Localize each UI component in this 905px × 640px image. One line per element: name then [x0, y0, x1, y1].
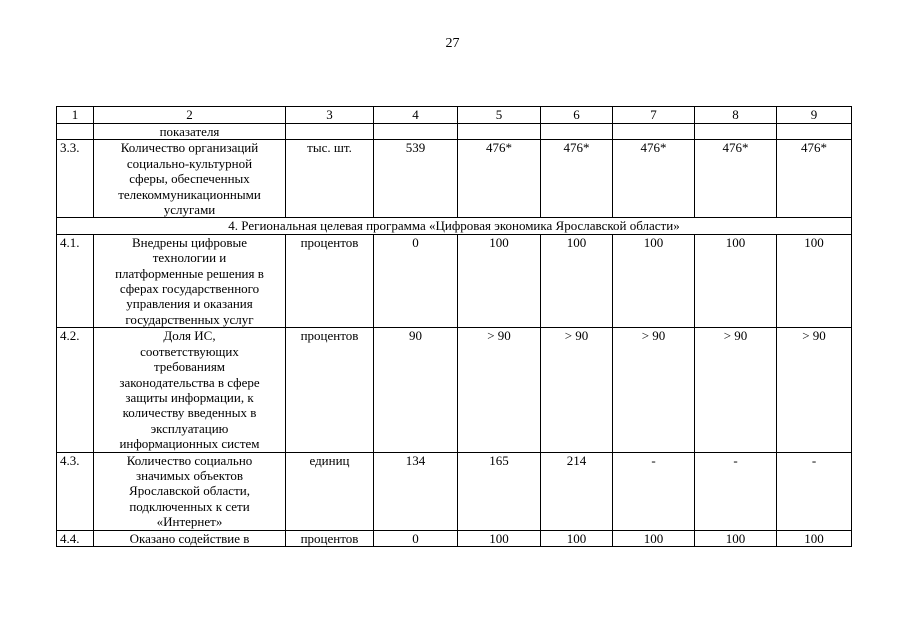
value-cell: 90: [374, 328, 458, 452]
column-number-cell: 5: [458, 107, 541, 124]
value-cell: 100: [777, 234, 852, 327]
row-number-cell: 4.4.: [57, 530, 94, 546]
table-row: [57, 234, 852, 327]
value-cell: 100: [613, 234, 695, 327]
value-cell: 476*: [458, 140, 541, 218]
value-cell: 476*: [777, 140, 852, 218]
value-cell: 100: [695, 234, 777, 327]
value-cell: 476*: [695, 140, 777, 218]
indicator-name-cell: показателя: [94, 124, 286, 140]
column-number-cell: 4: [374, 107, 458, 124]
unit-cell: [286, 124, 374, 140]
column-number-cell: 9: [777, 107, 852, 124]
indicator-table: [56, 106, 852, 547]
section-title: 4. Региональная целевая программа «Цифровая экономика Ярославской области»: [57, 218, 852, 234]
section-row: [57, 218, 852, 234]
row-number-cell: 3.3.: [57, 140, 94, 218]
table-row: [57, 124, 852, 140]
indicator-name-cell: Количество социально значимых объектов Ярославской области, подключенных к сети «Интернет»: [94, 452, 286, 530]
unit-cell: процентов: [286, 530, 374, 546]
value-cell: 539: [374, 140, 458, 218]
row-number-cell: 4.2.: [57, 328, 94, 452]
table-row: [57, 530, 852, 546]
value-cell: -: [695, 452, 777, 530]
value-cell: 134: [374, 452, 458, 530]
column-number-cell: 8: [695, 107, 777, 124]
table-body: [57, 107, 852, 547]
value-cell: 0: [374, 234, 458, 327]
column-number-cell: 7: [613, 107, 695, 124]
page-number: 27: [445, 36, 460, 51]
row-number-cell: 4.3.: [57, 452, 94, 530]
unit-cell: процентов: [286, 234, 374, 327]
value-cell: 100: [695, 530, 777, 546]
value-cell: 165: [458, 452, 541, 530]
value-cell: [777, 124, 852, 140]
value-cell: 100: [458, 234, 541, 327]
value-cell: 100: [541, 234, 613, 327]
table-header-row: [57, 107, 852, 124]
row-number-cell: [57, 124, 94, 140]
value-cell: 214: [541, 452, 613, 530]
value-cell: 100: [458, 530, 541, 546]
value-cell: [458, 124, 541, 140]
value-cell: 476*: [613, 140, 695, 218]
value-cell: 476*: [541, 140, 613, 218]
unit-cell: единиц: [286, 452, 374, 530]
value-cell: [613, 124, 695, 140]
value-cell: 100: [613, 530, 695, 546]
indicator-name-cell: Доля ИС, соответствующих требованиям законодательства в сфере защиты информации, к количеству введенных в эксплуатацию информационных систем: [94, 328, 286, 452]
value-cell: [541, 124, 613, 140]
column-number-cell: 1: [57, 107, 94, 124]
value-cell: -: [777, 452, 852, 530]
table-row: [57, 140, 852, 218]
indicator-name-cell: Внедрены цифровые технологии и платформенные решения в сферах государственного управления и оказания государственных услуг: [94, 234, 286, 327]
column-number-cell: 2: [94, 107, 286, 124]
column-number-cell: 6: [541, 107, 613, 124]
table-row: [57, 328, 852, 452]
value-cell: > 90: [777, 328, 852, 452]
value-cell: 100: [541, 530, 613, 546]
value-cell: 100: [777, 530, 852, 546]
column-number-cell: 3: [286, 107, 374, 124]
indicator-name-cell: Количество организаций социально-культурной сферы, обеспеченных телекоммуникационными услугами: [94, 140, 286, 218]
row-number-cell: 4.1.: [57, 234, 94, 327]
value-cell: -: [613, 452, 695, 530]
value-cell: > 90: [458, 328, 541, 452]
value-cell: 0: [374, 530, 458, 546]
unit-cell: тыс. шт.: [286, 140, 374, 218]
indicator-name-cell: Оказано содействие в: [94, 530, 286, 546]
table-row: [57, 452, 852, 530]
value-cell: > 90: [695, 328, 777, 452]
value-cell: [695, 124, 777, 140]
value-cell: > 90: [613, 328, 695, 452]
unit-cell: процентов: [286, 328, 374, 452]
value-cell: [374, 124, 458, 140]
value-cell: > 90: [541, 328, 613, 452]
